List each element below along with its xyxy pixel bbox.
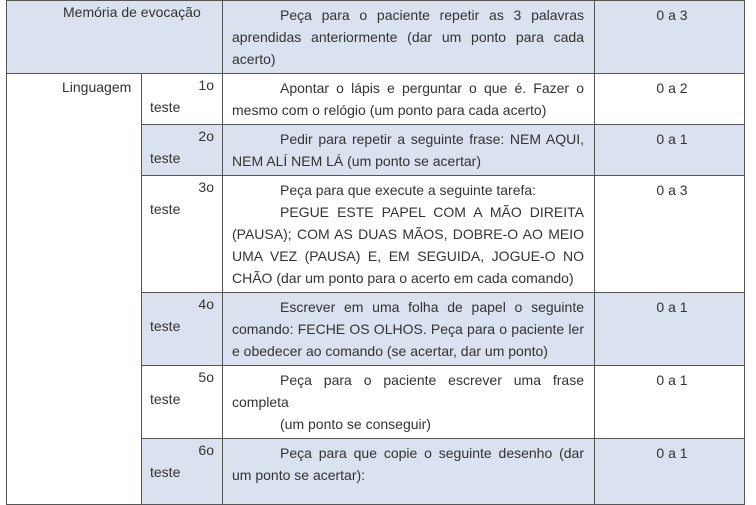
test-ordinal: 1o xyxy=(198,77,214,93)
test-word: teste xyxy=(150,464,181,480)
test-desc: Apontar o lápis e perguntar o que é. Fazer o mesmo com o relógio (um ponto para cada acerto) xyxy=(232,80,584,118)
test-desc: Peça para o paciente escrever uma frase completa xyxy=(232,372,584,410)
test-desc-intro: Peça para que execute a seguinte tarefa: xyxy=(280,182,537,198)
test-score: 0 a 2 xyxy=(595,74,745,125)
test-word: teste xyxy=(150,150,181,166)
test-word: teste xyxy=(150,201,181,217)
test-score: 0 a 1 xyxy=(595,293,745,366)
test-desc: Escrever em uma folha de papel o seguinte comando: FECHE OS OLHOS. Peça para o paciente ler e obedecer ao comando (se acertar, dar um ponto) xyxy=(232,299,584,359)
test-desc: Peça para que copie o seguinte desenho (dar um ponto se acertar): xyxy=(232,445,584,483)
memoria-desc: Peça para o paciente repetir as 3 palavras aprendidas anteriormente (dar um ponto para cada acerto) xyxy=(232,7,584,67)
test-desc: Pedir para repetir a seguinte frase: NEM AQUI, NEM ALÍ NEM LÁ (um ponto se acertar) xyxy=(232,131,584,169)
test-ordinal: 3o xyxy=(198,179,214,195)
test-desc-note: (um ponto se conseguir) xyxy=(280,416,431,432)
memoria-label: Memória de evocação xyxy=(7,1,223,74)
linguagem-label: Linguagem xyxy=(7,74,142,505)
test-word: teste xyxy=(150,391,181,407)
row-memoria xyxy=(7,1,745,74)
test-desc: PEGUE ESTE PAPEL COM A MÃO DIREITA (PAUSA); COM AS DUAS MÃOS, DOBRE-O AO MEIO UMA VEZ (PAUSA) E, EM SEGUIDA, JOGUE-O NO CHÃO (dar um ponto para o acerto em cada comando) xyxy=(232,204,584,286)
test-score: 0 a 1 xyxy=(595,439,745,505)
test-ordinal: 2o xyxy=(198,128,214,144)
memoria-score: 0 a 3 xyxy=(595,1,745,74)
test-score: 0 a 3 xyxy=(595,176,745,293)
test-word: teste xyxy=(150,99,181,115)
assessment-table xyxy=(6,0,745,505)
row-test-1 xyxy=(7,74,745,125)
test-score: 0 a 1 xyxy=(595,366,745,439)
test-ordinal: 6o xyxy=(198,442,214,458)
test-ordinal: 5o xyxy=(198,369,214,385)
test-word: teste xyxy=(150,318,181,334)
test-score: 0 a 1 xyxy=(595,125,745,176)
test-ordinal: 4o xyxy=(198,296,214,312)
